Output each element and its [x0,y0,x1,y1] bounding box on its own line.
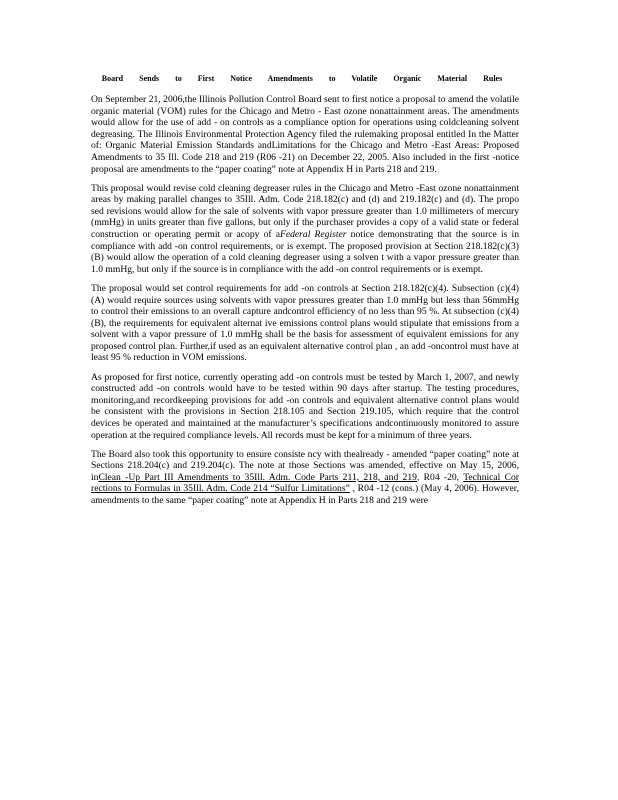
paragraph-1-text: On September 21, 2006,the Illinois Pollution Control Board sent to first notice a proposal to amend the volatile organic material (VOM) rules for the Chicago and Metro - East ozone nonattainment areas. The amendments would allow for the use of add - on controls as a compliance option for operations using coldcleaning solvent degreasing. The Illinois Environmental Protection Agency filed the rulemaking proposal entitled In the Matter of: Organic Material Emission Standards andLimitations for the Chicago and Metro -East Areas: Proposed Amendments to 35 Ill. Code 218 and 219 (R06 -21) on December 22, 2005. Also included in the first -notice proposal are amendments to the “paper coating” note at Appendix H in Parts 218 and 219. [91,94,519,175]
page-title: Board Sends to First Notice Amendments to Volatile Organic Material Rules [101,74,503,83]
paragraph-4-text: As proposed for first notice, currently operating add -on controls must be tested by March 1, 2007, and newly constructed add -on controls would have to be tested within 90 days after startup. The testing procedures, monitoring,and recordkeeping provisions for add -on controls and equivalent alternative control plans would be consistent with the provisions in Section 218.105 and Section 219.105, which require that the control devices be operated and maintained at the manufacturer’s specifications andcontinuously monitored to assure operation at the required compliance levels. All records must be kept for a minimum of three years. [91,371,519,441]
paragraph-5 [91,449,519,507]
paragraph-5-text-end: , R04 -12 (cons.) (May 4, 2006). However, amendments to the same “paper coating” note at Appendix H in Parts 218 and 219 were [91,483,519,506]
article-body [91,94,519,514]
paragraph-3-text: The proposal would set control requirements for add -on controls at Section 218.182(c)(4). Subsection (c)(4) (A) would require sources using solvents with vapor pressures greater than 1.0 mmHg but less than 56mmHg to control their emissions to an overall capture andcontrol efficiency of no less than 95 %. At subsection (c)(4)(B), the requirements for equivalent alternat ive emissions control plans would stipulate that emissions from a solvent with a vapor pressure of 1.0 mmHg shall be the basis for assessment of equivalent emissions for any proposed control plan. Further,if used as an equivalent alternative control plan , an add -oncontrol must have at least 95 % reduction in VOM emissions. [91,282,519,364]
case-reference-technical-corrections: Technical Cor rections to Formulas in 35Ill. Adm. Code 214 “Sulfur Limitations” [91,471,519,495]
paragraph-2 [91,183,519,276]
paragraph-2-text-start: This proposal would revise cold cleaning degreaser rules in the Chicago and Metro -East ozone nonattainment areas by making parallel changes to 35Ill. Adm. Code 218.182(c) and (d) and 219.182(c) and (d). The propo sed revisions would allow for the sale of solvents with vapor pressure greater than 1.0 millimeters of mercury (mmHg) in units greater than five gallons, but only if the purchaser provides a copy of a valid state or federal construction or operating permit or acopy of a [91,182,519,241]
case-reference-cleanup: Clean -Up Part III Amendments to 35Ill. Adm. Code Parts 211, 218, and 219 [98,471,417,483]
paragraph-5-text-mid: , R04 -20, [416,471,464,483]
paragraph-4 [91,372,519,442]
paragraph-5-text-start: The Board also took this opportunity to ensure consiste ncy with thealready - amended “paper coating” note at Sections 218.204(c) and 219.204(c). The note at those Sections was amended, effective on May 15, 2006, in [91,448,519,483]
paragraph-2-text-end: notice demonstrating that the source is in compliance with add -on control requirements, or is exempt. The proposed provision at Section 218.182(c)(3)(B) would allow the operation of a cold cleaning degreaser using a solven t with a vapor pressure greater than 1.0 mmHg, but only if the source is in compliance with the add -on control requirements or is exempt. [91,229,519,275]
federal-register-reference: Federal Register [280,229,347,241]
paragraph-3 [91,283,519,364]
paragraph-1 [91,94,519,175]
